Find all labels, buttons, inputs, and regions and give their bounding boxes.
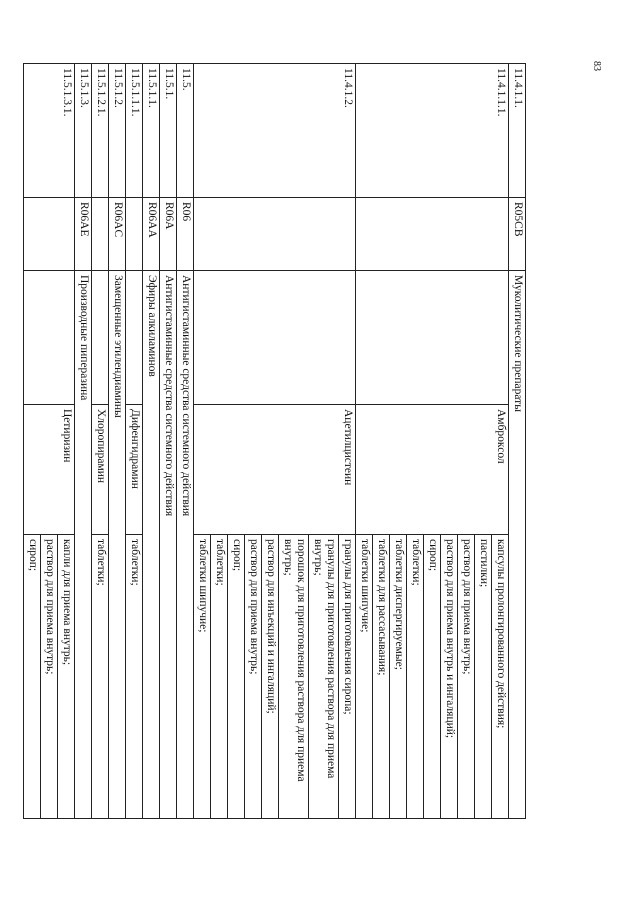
drug-name: Хлоропирамин bbox=[92, 405, 109, 535]
row-number: 11.5.1.2. bbox=[109, 64, 126, 198]
dosage-form: сироп; bbox=[228, 535, 245, 819]
group-name: Антигистаминные средства системного действия bbox=[160, 271, 177, 819]
dosage-form: порошок для приготовления раствора для приема внутрь; bbox=[279, 535, 309, 819]
table-row bbox=[92, 64, 109, 819]
table-row bbox=[509, 64, 526, 819]
row-number: 11.5. bbox=[177, 64, 194, 198]
atc-code: R06 bbox=[177, 198, 194, 271]
atc-code-empty bbox=[24, 198, 75, 271]
drug-name: Ацетилцистеин bbox=[194, 405, 356, 535]
table-row bbox=[143, 64, 160, 819]
dosage-form: сироп; bbox=[24, 535, 41, 819]
atc-code-empty bbox=[356, 198, 509, 271]
row-number: 11.5.1.1.1. bbox=[126, 64, 143, 198]
group-empty bbox=[356, 271, 509, 405]
table-row bbox=[492, 64, 509, 819]
rotated-table-area bbox=[27, 63, 526, 818]
dosage-form: раствор для инъекций и ингаляций; bbox=[262, 535, 279, 819]
group-name: Эфиры алкиламинов bbox=[143, 271, 160, 819]
table-row bbox=[339, 64, 356, 819]
drug-registry-table bbox=[23, 63, 526, 819]
atc-code-empty bbox=[126, 198, 143, 271]
atc-code-empty bbox=[194, 198, 356, 271]
dosage-form: таблетки; bbox=[92, 535, 109, 819]
dosage-form: пастилки; bbox=[475, 535, 492, 819]
table-row bbox=[177, 64, 194, 819]
dosage-form: капсулы пролонгированного действия; bbox=[492, 535, 509, 819]
table-row bbox=[58, 64, 75, 819]
dosage-form: таблетки диспергируемые; bbox=[390, 535, 407, 819]
atc-code-empty bbox=[92, 198, 109, 271]
dosage-form: таблетки; bbox=[126, 535, 143, 819]
dosage-form: таблетки шипучие; bbox=[194, 535, 211, 819]
dosage-form: гранулы для приготовления сиропа; bbox=[339, 535, 356, 819]
row-number: 11.4.1.2. bbox=[194, 64, 356, 198]
dosage-form: раствор для приема внутрь; bbox=[245, 535, 262, 819]
atc-code: R06AE bbox=[75, 198, 92, 271]
drug-name: Дифенгидрамин bbox=[126, 405, 143, 535]
page-number: 83 bbox=[591, 61, 602, 71]
atc-code: R05CB bbox=[509, 198, 526, 271]
atc-code: R06A bbox=[160, 198, 177, 271]
atc-code: R06AA bbox=[143, 198, 160, 271]
row-number: 11.5.1.2.1. bbox=[92, 64, 109, 198]
atc-code: R06AC bbox=[109, 198, 126, 271]
group-name: Замещенные этилендиамины bbox=[109, 271, 126, 819]
row-number: 11.5.1.1. bbox=[143, 64, 160, 198]
dosage-form: таблетки для рассасывания; bbox=[373, 535, 390, 819]
row-number: 11.5.1.3. bbox=[75, 64, 92, 198]
dosage-form: раствор для приема внутрь; bbox=[458, 535, 475, 819]
dosage-form: капли для приема внутрь; bbox=[58, 535, 75, 819]
dosage-form: раствор для приема внутрь; bbox=[41, 535, 58, 819]
dosage-form: таблетки; bbox=[211, 535, 228, 819]
dosage-form: таблетки шипучие; bbox=[356, 535, 373, 819]
group-name: Муколитические препараты bbox=[509, 271, 526, 819]
row-number: 11.4.1.1.1. bbox=[356, 64, 509, 198]
table-row bbox=[126, 64, 143, 819]
drug-name: Амброксол bbox=[356, 405, 509, 535]
dosage-form: сироп; bbox=[424, 535, 441, 819]
dosage-form: раствор для приема внутрь и ингаляций; bbox=[441, 535, 458, 819]
group-empty bbox=[194, 271, 356, 405]
group-empty bbox=[126, 271, 143, 405]
table-row bbox=[109, 64, 126, 819]
row-number: 11.5.1.3.1. bbox=[24, 64, 75, 198]
group-name: Антигистаминные средства системного действия bbox=[177, 271, 194, 819]
row-number: 11.4.1.1. bbox=[509, 64, 526, 198]
table-row bbox=[75, 64, 92, 819]
group-name: Производные пиперазина bbox=[75, 271, 92, 819]
row-number: 11.5.1. bbox=[160, 64, 177, 198]
dosage-form: таблетки; bbox=[407, 535, 424, 819]
group-empty bbox=[92, 271, 109, 405]
drug-name: Цетиризин bbox=[24, 405, 75, 535]
group-empty bbox=[24, 271, 75, 405]
table-row bbox=[160, 64, 177, 819]
dosage-form: гранулы для приготовления раствора для приема внутрь; bbox=[309, 535, 339, 819]
